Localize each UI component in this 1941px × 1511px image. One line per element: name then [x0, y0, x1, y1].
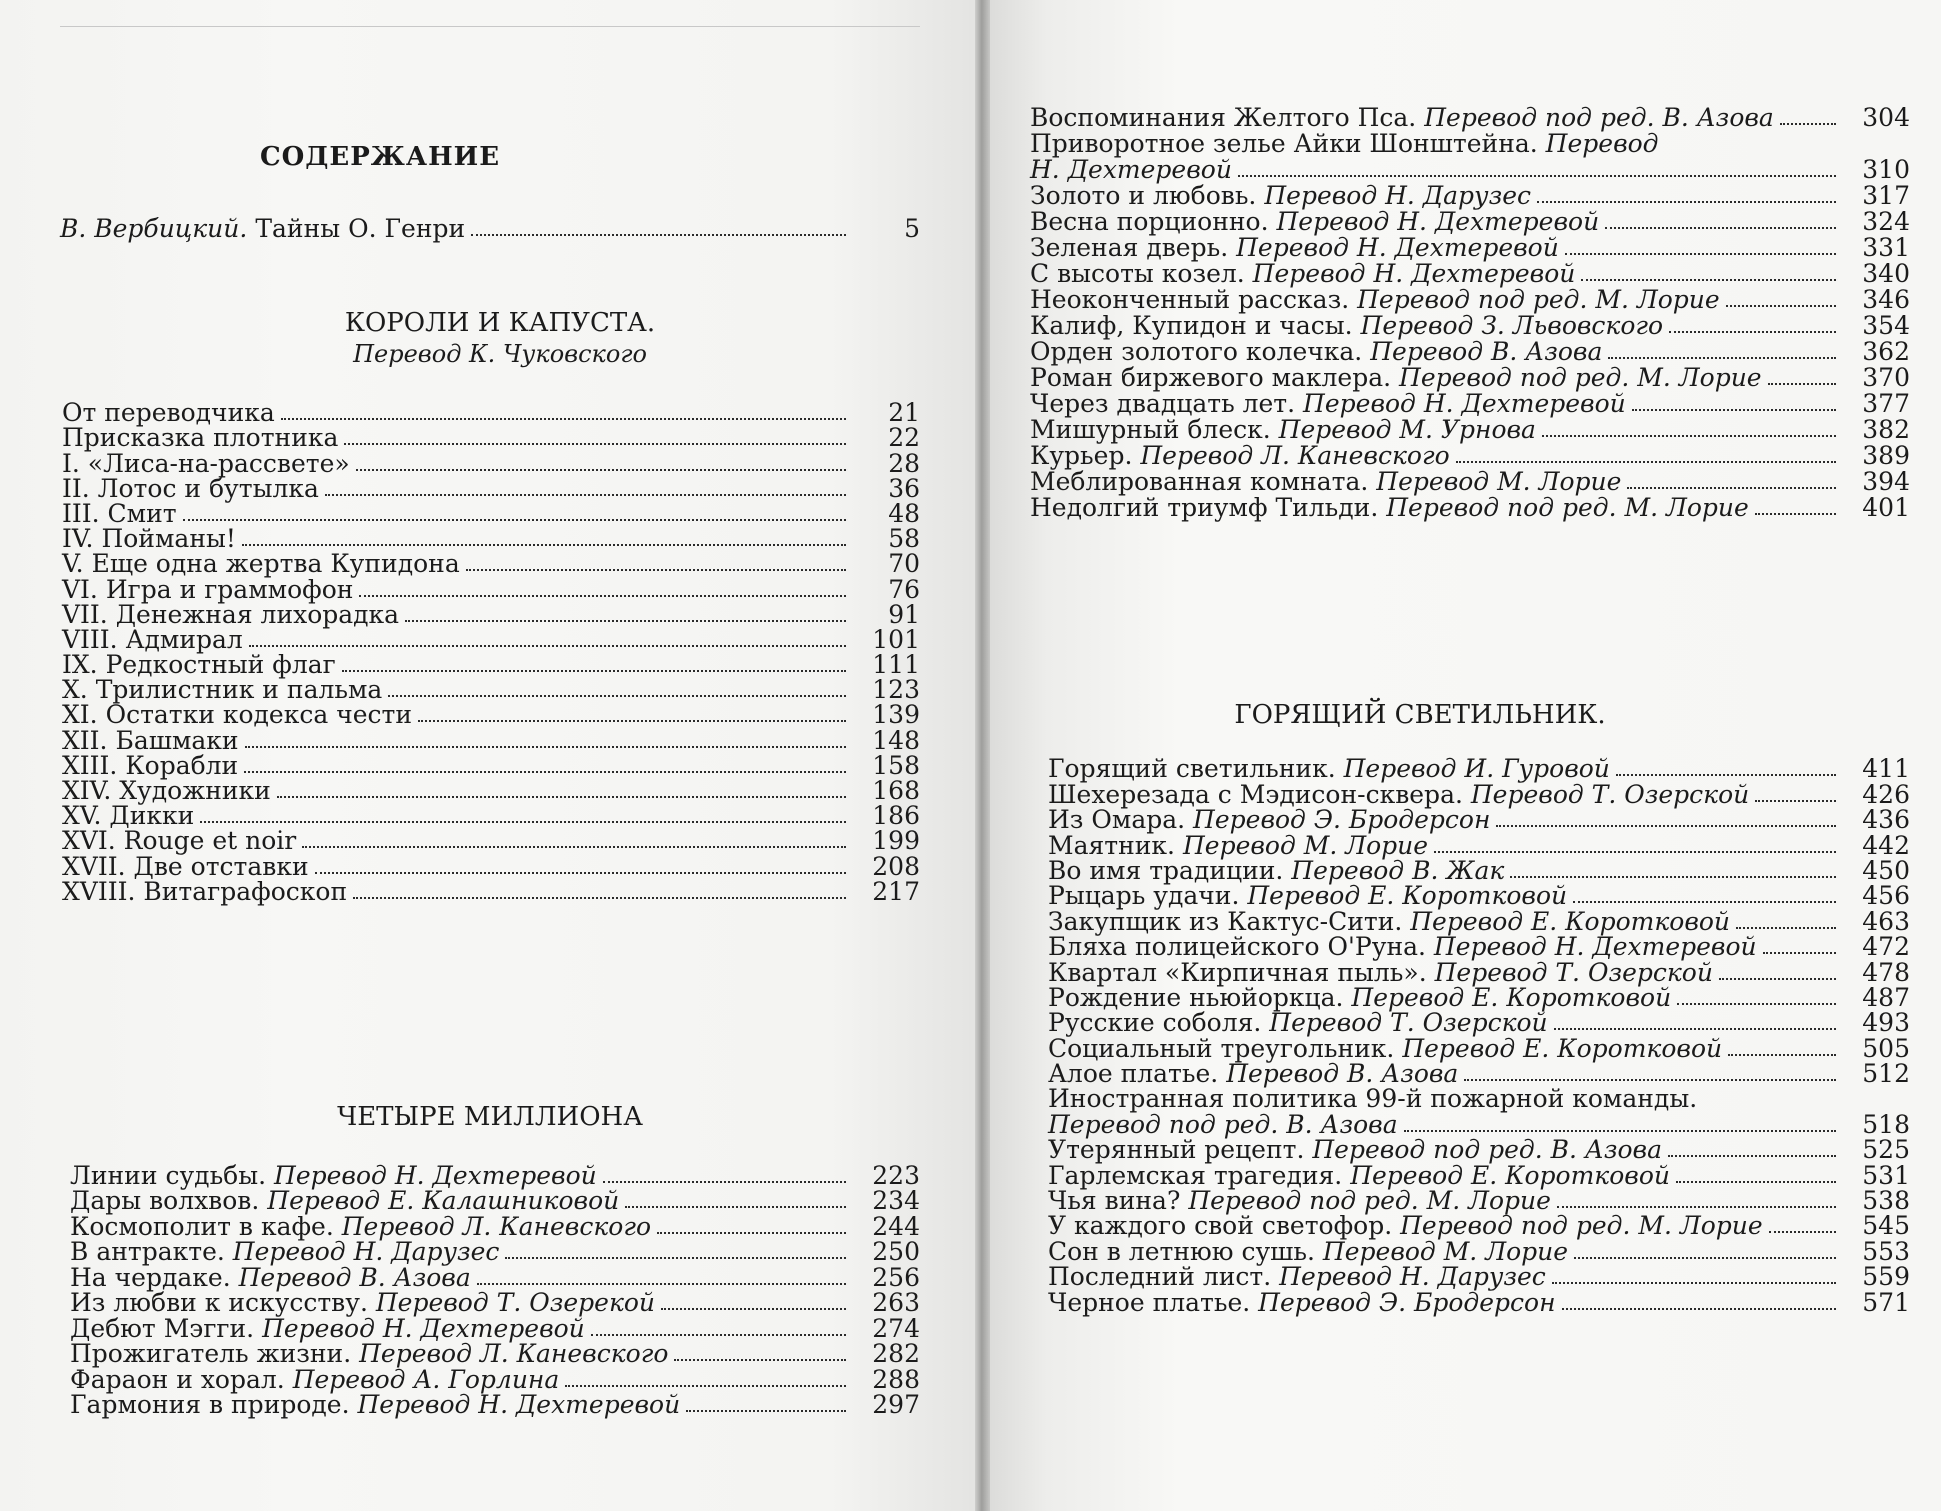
entry-page-number: 478 — [1862, 957, 1910, 987]
leader-dots — [1728, 1054, 1836, 1056]
entry-title: VII. Денежная лихорадка — [62, 599, 400, 629]
entry-page-number: 487 — [1862, 982, 1910, 1012]
entry-title: В антракте. — [70, 1237, 225, 1266]
section-title-four-million: ЧЕТЫРЕ МИЛЛИОНА — [337, 1102, 643, 1132]
entry-page-number: 28 — [888, 448, 920, 478]
entry-page-number: 377 — [1862, 389, 1910, 418]
entry-title: Рыцарь удачи. — [1048, 881, 1240, 911]
entry-translator: Перевод Т. Озерской — [1269, 1008, 1548, 1038]
entry-text — [1030, 285, 1720, 314]
entry-page-number: 346 — [1862, 285, 1910, 314]
entry-text — [1030, 467, 1621, 496]
entry-title: Черное платье. — [1048, 1287, 1251, 1317]
leader-dots — [1565, 253, 1836, 255]
leader-dots — [1780, 123, 1836, 125]
entry-page-number: 401 — [1862, 493, 1910, 522]
entry-page-number: 304 — [1862, 103, 1910, 132]
entry-page-number: 101 — [872, 624, 920, 654]
entry-title: Неоконченный рассказ. — [1030, 285, 1350, 314]
entry-translator: Перевод под ред. М. Лорие — [1399, 363, 1762, 392]
leader-dots — [1669, 331, 1836, 333]
entry-translator: Перевод Л. Каневского — [341, 1211, 652, 1241]
entry-page-number: 525 — [1862, 1135, 1910, 1165]
entry-title: С высоты козел. — [1030, 259, 1245, 288]
entry-title: Утерянный рецепт. — [1048, 1135, 1305, 1165]
leader-dots — [657, 1232, 846, 1234]
entry-page-number: 456 — [1862, 881, 1910, 911]
entry-page-number: 362 — [1862, 337, 1910, 366]
entry-text — [1030, 389, 1626, 418]
leader-dots — [1554, 1028, 1836, 1030]
entry-page-number: 324 — [1862, 207, 1910, 236]
leader-dots — [1464, 1079, 1836, 1081]
spacer — [1353, 311, 1361, 340]
entry-title: Последний лист. — [1048, 1262, 1272, 1292]
entry-text — [1030, 233, 1559, 262]
entry-page-number: 111 — [872, 650, 920, 680]
leader-dots — [281, 418, 846, 420]
entry-translator: Перевод М. Лорие — [1322, 1236, 1569, 1266]
entry-page-number: 256 — [872, 1262, 920, 1292]
entry-text — [1030, 207, 1599, 236]
entry-title: На чердаке. — [70, 1262, 231, 1292]
entry-title: Иностранная политика 99-й пожарной команды. — [1048, 1084, 1698, 1114]
leader-dots — [1676, 1181, 1836, 1183]
toc-title: СОДЕРЖАНИЕ — [259, 142, 501, 172]
entry-title: Приворотное зелье Айки Шонштейна. — [1030, 129, 1538, 158]
running-head-faint — [60, 20, 920, 27]
leader-dots — [1557, 1206, 1836, 1208]
entry-title: Космополит в кафе. — [70, 1211, 334, 1241]
entry-title: Дебют Мэгги. — [70, 1313, 255, 1343]
section-title-kings: КОРОЛИ И КАПУСТА. — [344, 308, 656, 338]
leader-dots — [1510, 876, 1836, 878]
entry-page-number: 58 — [888, 524, 920, 554]
entry-translator: Перевод Н. Дехтеревой — [1276, 207, 1600, 236]
entry-text — [1030, 337, 1602, 366]
entry-page-number: 463 — [1862, 906, 1910, 936]
entry-translator: Перевод Н. Дехтеревой — [262, 1313, 585, 1343]
leader-dots — [471, 234, 846, 236]
entry-translator: Перевод Е. Коротковой — [1350, 1160, 1670, 1190]
entry-page-number: 288 — [872, 1364, 920, 1394]
entry-title: XV. Дикки — [62, 801, 195, 831]
entry-translator: Перевод Э. Бродерсон — [1193, 805, 1491, 835]
intro-page: 5 — [904, 214, 920, 243]
entry-page-number: 450 — [1862, 855, 1910, 885]
entry-translator: Перевод Е. Коротковой — [1410, 906, 1731, 936]
leader-dots — [325, 494, 846, 496]
toc-entry[interactable] — [1030, 493, 1910, 522]
toc-list-four-million — [70, 1160, 920, 1419]
entry-title: II. Лотос и бутылка — [62, 473, 319, 503]
entry-translator: Перевод Э. Бродерсон — [1258, 1287, 1556, 1317]
entry-text — [1030, 415, 1536, 444]
entry-title: XIII. Корабли — [62, 750, 239, 780]
entry-page-number: 186 — [872, 801, 920, 831]
leader-dots — [505, 1257, 846, 1259]
entry-translator: Перевод Н. Дарузес — [232, 1237, 500, 1266]
entry-translator: Перевод И. Гуровой — [1343, 754, 1610, 784]
entry-translator: Перевод Н. Дехтеревой — [1303, 389, 1626, 418]
entry-text — [1030, 103, 1774, 132]
leader-dots — [1755, 513, 1836, 515]
entry-title: Прожигатель жизни. — [70, 1339, 352, 1368]
entry-translator: Перевод Е. Коротковой — [1351, 982, 1672, 1012]
leader-dots — [277, 796, 846, 798]
entry-translator: Перевод под ред. М. Лорие — [1188, 1186, 1551, 1216]
entry-translator: Перевод В. Азова — [1226, 1059, 1459, 1089]
section-title-burning-lamp: ГОРЯЩИЙ СВЕТИЛЬНИК. — [1234, 700, 1606, 730]
entry-page-number: 531 — [1862, 1160, 1910, 1190]
leader-dots — [1496, 825, 1836, 827]
leader-dots — [625, 1206, 846, 1208]
entry-page-number: 223 — [872, 1160, 920, 1190]
toc-entry[interactable] — [1048, 1287, 1910, 1317]
entry-page-number: 76 — [888, 574, 920, 604]
leader-dots — [1755, 800, 1836, 802]
spacer — [1538, 129, 1546, 158]
entry-page-number: 91 — [888, 599, 920, 629]
entry-page-number: 21 — [888, 398, 920, 428]
entry-page-number: 36 — [888, 473, 920, 503]
leader-dots — [591, 1334, 846, 1336]
entry-page-number: 217 — [872, 876, 920, 906]
leader-dots — [1769, 1231, 1836, 1233]
entry-text — [62, 877, 347, 906]
leader-dots — [686, 1410, 846, 1412]
entry-page-number: 382 — [1862, 415, 1910, 444]
entry-text — [1030, 311, 1663, 340]
leader-dots — [1574, 1257, 1836, 1259]
entry-page-number: 22 — [888, 423, 920, 453]
leader-dots — [1768, 383, 1836, 385]
entry-page-number: 139 — [872, 700, 920, 730]
entry-title: Алое платье. — [1048, 1059, 1219, 1089]
leader-dots — [342, 670, 846, 672]
entry-title: Во имя традиции. — [1048, 855, 1284, 885]
entry-page-number: 512 — [1862, 1059, 1910, 1089]
entry-page-number: 538 — [1862, 1186, 1910, 1216]
leader-dots — [674, 1359, 846, 1361]
intro-entry[interactable] — [60, 214, 920, 243]
entry-translator: Перевод под ред. В. Азова — [1424, 103, 1774, 132]
toc-list-continued — [1030, 103, 1910, 522]
entry-title: У каждого свой светофор. — [1048, 1211, 1393, 1241]
entry-translator: Перевод Л. Каневского — [359, 1339, 669, 1368]
entry-page-number: 199 — [872, 826, 920, 856]
entry-page-number: 123 — [872, 675, 920, 705]
entry-translator: Перевод З. Львовского — [1360, 311, 1664, 340]
entry-page-number: 331 — [1862, 233, 1910, 262]
leader-dots — [242, 544, 846, 546]
entry-title: XVIII. Витаграфоскоп — [62, 876, 348, 906]
entry-title: Мишурный блеск. — [1030, 415, 1271, 444]
entry-title: Недолгий триумф Тильди. — [1030, 493, 1379, 522]
entry-translator: Перевод под ред. М. Лорие — [1357, 285, 1720, 314]
entry-translator: Перевод под ред. М. Лорие — [1400, 1211, 1763, 1241]
entry-page-number: 493 — [1862, 1008, 1910, 1038]
entry-title: Гарлемская трагедия. — [1048, 1160, 1343, 1190]
entry-page-number: 263 — [872, 1288, 920, 1317]
leader-dots — [466, 569, 846, 571]
entry-page-number: 370 — [1862, 363, 1910, 392]
entry-title: Чья вина? — [1048, 1186, 1181, 1216]
toc-entry[interactable] — [62, 473, 920, 503]
entry-page-number: 505 — [1862, 1033, 1910, 1063]
entry-page-number: 426 — [1862, 779, 1910, 809]
entry-title: XVI. Rouge et noir — [62, 826, 297, 856]
entry-title: Бляха полицейского О'Руна. — [1048, 932, 1426, 962]
entry-page-number: 340 — [1862, 259, 1910, 288]
entry-title: Социальный треугольник. — [1048, 1033, 1395, 1063]
entry-title: Горящий светильник. — [1048, 754, 1336, 784]
entry-title: I. «Лиса-на-рассвете» — [62, 448, 350, 478]
leader-dots — [1562, 1308, 1836, 1310]
entry-title: Из Омара. — [1048, 805, 1186, 835]
entry-page-number: 282 — [872, 1339, 920, 1368]
spacer — [1245, 259, 1253, 288]
entry-title: Шехерезада с Мэдисон-сквера. — [1048, 779, 1463, 809]
spacer — [1271, 415, 1279, 444]
entry-title: Калиф, Купидон и часы. — [1030, 311, 1353, 340]
entry-title: Закупщик из Кактус-Сити. — [1048, 906, 1403, 936]
entry-translator: Перевод М. Урнова — [1278, 415, 1536, 444]
leader-dots — [1537, 201, 1836, 203]
leader-dots — [1719, 978, 1836, 980]
toc-entry[interactable] — [70, 1390, 920, 1420]
entry-title: XVII. Две отставки — [62, 851, 309, 881]
entry-title: Русские соболя. — [1048, 1008, 1262, 1038]
intro-title: Тайны О. Генри — [255, 214, 466, 243]
leader-dots — [477, 1283, 846, 1285]
leader-dots — [249, 645, 846, 647]
leader-dots — [1668, 1155, 1836, 1157]
entry-translator: Перевод М. Лорие — [1182, 830, 1429, 860]
entry-title: Золото и любовь. — [1030, 181, 1257, 210]
leader-dots — [183, 519, 846, 521]
entry-title: X. Трилистник и пальма — [62, 675, 383, 705]
entry-page-number: 317 — [1862, 181, 1910, 210]
entry-translator: Перевод В. Жак — [1291, 855, 1505, 885]
entry-title: Фараон и хорал. — [70, 1364, 285, 1394]
entry-title: От переводчика — [62, 398, 275, 428]
entry-title: V. Еще одна жертва Купидона — [62, 549, 460, 579]
entry-page-number: 208 — [872, 851, 920, 881]
entry-title: IX. Редкостный флаг — [62, 650, 336, 680]
leader-dots — [1581, 279, 1836, 281]
entry-text — [1030, 493, 1749, 522]
entry-page-number: 158 — [872, 750, 920, 780]
entry-page-number: 297 — [872, 1390, 920, 1419]
leader-dots — [603, 1181, 846, 1183]
leader-dots — [353, 897, 846, 899]
entry-translator: Перевод — [1545, 129, 1659, 158]
leader-dots — [565, 1385, 846, 1387]
entry-page-number: 310 — [1862, 155, 1910, 184]
toc-list-burning-lamp — [1048, 754, 1910, 1317]
leader-dots — [1238, 175, 1836, 177]
leader-dots — [418, 720, 846, 722]
spacer — [1349, 285, 1357, 314]
entry-translator: Перевод Н. Дехтеревой — [1433, 932, 1757, 962]
leader-dots — [344, 443, 846, 445]
toc-list-kings — [62, 398, 920, 906]
entry-page-number: 472 — [1862, 932, 1910, 962]
entry-translator: Перевод Т. Озерекой — [375, 1288, 656, 1317]
spacer — [1391, 363, 1399, 392]
entry-translator: Перевод А. Горлина — [292, 1364, 560, 1394]
leader-dots — [388, 695, 846, 697]
entry-title: IV. Пойманы! — [62, 524, 236, 554]
entry-text — [1030, 363, 1762, 392]
book-gutter — [975, 0, 990, 1511]
entry-translator: Перевод Т. Озерской — [1470, 779, 1750, 809]
entry-title: Из любви к искусству. — [70, 1288, 368, 1317]
right-page — [990, 0, 1941, 1511]
entry-translator: Перевод Е. Коротковой — [1247, 881, 1568, 911]
entry-title: XI. Остатки кодекса чести — [62, 700, 413, 730]
entry-page-number: 274 — [872, 1313, 920, 1343]
entry-translator: Перевод Н. Дехтеревой — [1236, 233, 1559, 262]
entry-translator: Перевод Л. Каневского — [1140, 441, 1450, 470]
entry-page-number: 250 — [872, 1237, 920, 1266]
toc-entry[interactable] — [62, 876, 920, 906]
leader-dots — [661, 1308, 846, 1310]
entry-title: Воспоминания Желтого Пса. — [1030, 103, 1417, 132]
entry-title: Зеленая дверь. — [1030, 233, 1229, 262]
entry-title: III. Смит — [62, 498, 177, 528]
entry-title: Гармония в природе. — [70, 1390, 350, 1419]
leader-dots — [200, 821, 846, 823]
leader-dots — [359, 595, 846, 597]
entry-page-number: 148 — [872, 725, 920, 755]
entry-title: Маятник. — [1048, 830, 1176, 860]
leader-dots — [1456, 461, 1836, 463]
entry-page-number: 70 — [888, 549, 920, 579]
entry-translator: Перевод В. Азова — [238, 1262, 471, 1292]
entry-title: Линии судьбы. — [70, 1160, 267, 1190]
entry-page-number: 394 — [1862, 467, 1910, 496]
entry-translator: Перевод под ред. В. Азова — [1312, 1135, 1662, 1165]
entry-page-number: 411 — [1862, 754, 1910, 784]
leader-dots — [1627, 487, 1836, 489]
entry-title: Курьер. — [1030, 441, 1133, 470]
leader-dots — [1677, 1003, 1836, 1005]
entry-title: Дары волхвов. — [70, 1186, 260, 1215]
leader-dots — [1434, 851, 1836, 853]
entry-title: Орден золотого колечка. — [1030, 337, 1363, 366]
entry-translator: Перевод Н. Дехтеревой — [357, 1390, 681, 1419]
entry-page-number: 389 — [1862, 441, 1910, 470]
entry-page-number: 244 — [872, 1211, 920, 1241]
entry-text — [1030, 129, 1659, 158]
leader-dots — [405, 620, 846, 622]
leader-dots — [1542, 435, 1836, 437]
entry-translator: Перевод под ред. М. Лорие — [1386, 493, 1749, 522]
entry-translator: Перевод Н. Дехтеревой — [274, 1160, 597, 1190]
leader-dots — [1552, 1282, 1836, 1284]
entry-text — [70, 1390, 680, 1419]
entry-translator: Перевод Т. Озерской — [1434, 957, 1713, 987]
entry-page-number: 436 — [1862, 805, 1910, 835]
entry-page-number: 442 — [1862, 830, 1910, 860]
spacer — [1228, 233, 1236, 262]
leader-dots — [1616, 774, 1836, 776]
entry-title: Роман биржевого маклера. — [1030, 363, 1392, 392]
leader-dots — [302, 846, 846, 848]
entry-text — [1030, 181, 1531, 210]
spacer — [1250, 1288, 1258, 1317]
entry-text — [1030, 259, 1575, 288]
entry-translator: Перевод Е. Коротковой — [1402, 1033, 1723, 1063]
entry-translator: Перевод М. Лорие — [1376, 467, 1622, 496]
entry-translator: Перевод В. Азова — [1370, 337, 1603, 366]
leader-dots — [1404, 1130, 1836, 1132]
entry-title: Через двадцать лет. — [1030, 389, 1296, 418]
leader-dots — [1763, 952, 1836, 954]
spacer — [1295, 389, 1303, 418]
entry-title: Присказка плотника — [62, 423, 339, 453]
entry-translator: Перевод Н. Дехтеревой — [1252, 259, 1576, 288]
leader-dots — [356, 469, 846, 471]
entry-page-number: 168 — [872, 776, 920, 805]
entry-translator: Перевод Н. Дарузес — [1264, 181, 1531, 210]
entry-title: Квартал «Кирпичная пыль». — [1048, 957, 1427, 987]
entry-page-number: 559 — [1862, 1262, 1910, 1292]
entry-title: VI. Игра и граммофон — [62, 574, 354, 604]
leader-dots — [1608, 357, 1836, 359]
section-subtitle-kings: Перевод К. Чуковского — [353, 340, 647, 368]
entry-page-number: 234 — [872, 1186, 920, 1215]
entry-page-number: 545 — [1862, 1211, 1910, 1241]
spacer — [350, 1390, 358, 1419]
leader-dots — [1632, 409, 1836, 411]
leader-dots — [245, 746, 846, 748]
entry-page-number: 571 — [1862, 1287, 1910, 1317]
intro-author: В. Вербицкий. — [60, 214, 248, 243]
leader-dots — [315, 872, 846, 874]
entry-page-number: 553 — [1862, 1236, 1910, 1266]
entry-text — [1030, 441, 1450, 470]
entry-title: Рождение ньюйоркца. — [1048, 982, 1344, 1012]
leader-dots — [1726, 305, 1836, 307]
leader-dots — [1605, 227, 1836, 229]
entry-title: XIV. Художники — [62, 776, 271, 805]
entry-translator: Н. Дехтеревой — [1030, 155, 1232, 184]
entry-title: Весна порционно. — [1030, 207, 1269, 236]
entry-translator: Перевод под ред. В. Азова — [1048, 1109, 1398, 1139]
entry-page-number: 48 — [888, 498, 920, 528]
entry-translator: Перевод Е. Калашниковой — [267, 1186, 620, 1215]
entry-text — [1048, 1288, 1556, 1317]
entry-title: VIII. Адмирал — [62, 624, 243, 654]
entry-page-number: 354 — [1862, 311, 1910, 340]
entry-title: Сон в летнюю сушь. — [1048, 1236, 1315, 1266]
entry-page-number: 518 — [1862, 1109, 1910, 1139]
entry-title: XII. Башмаки — [62, 725, 239, 755]
leader-dots — [244, 771, 846, 773]
entry-translator: Перевод Н. Дарузес — [1279, 1262, 1546, 1292]
entry-title: Меблированная комната. — [1030, 467, 1369, 496]
leader-dots — [1573, 901, 1836, 903]
entry-text — [1030, 155, 1232, 184]
leader-dots — [1736, 927, 1836, 929]
